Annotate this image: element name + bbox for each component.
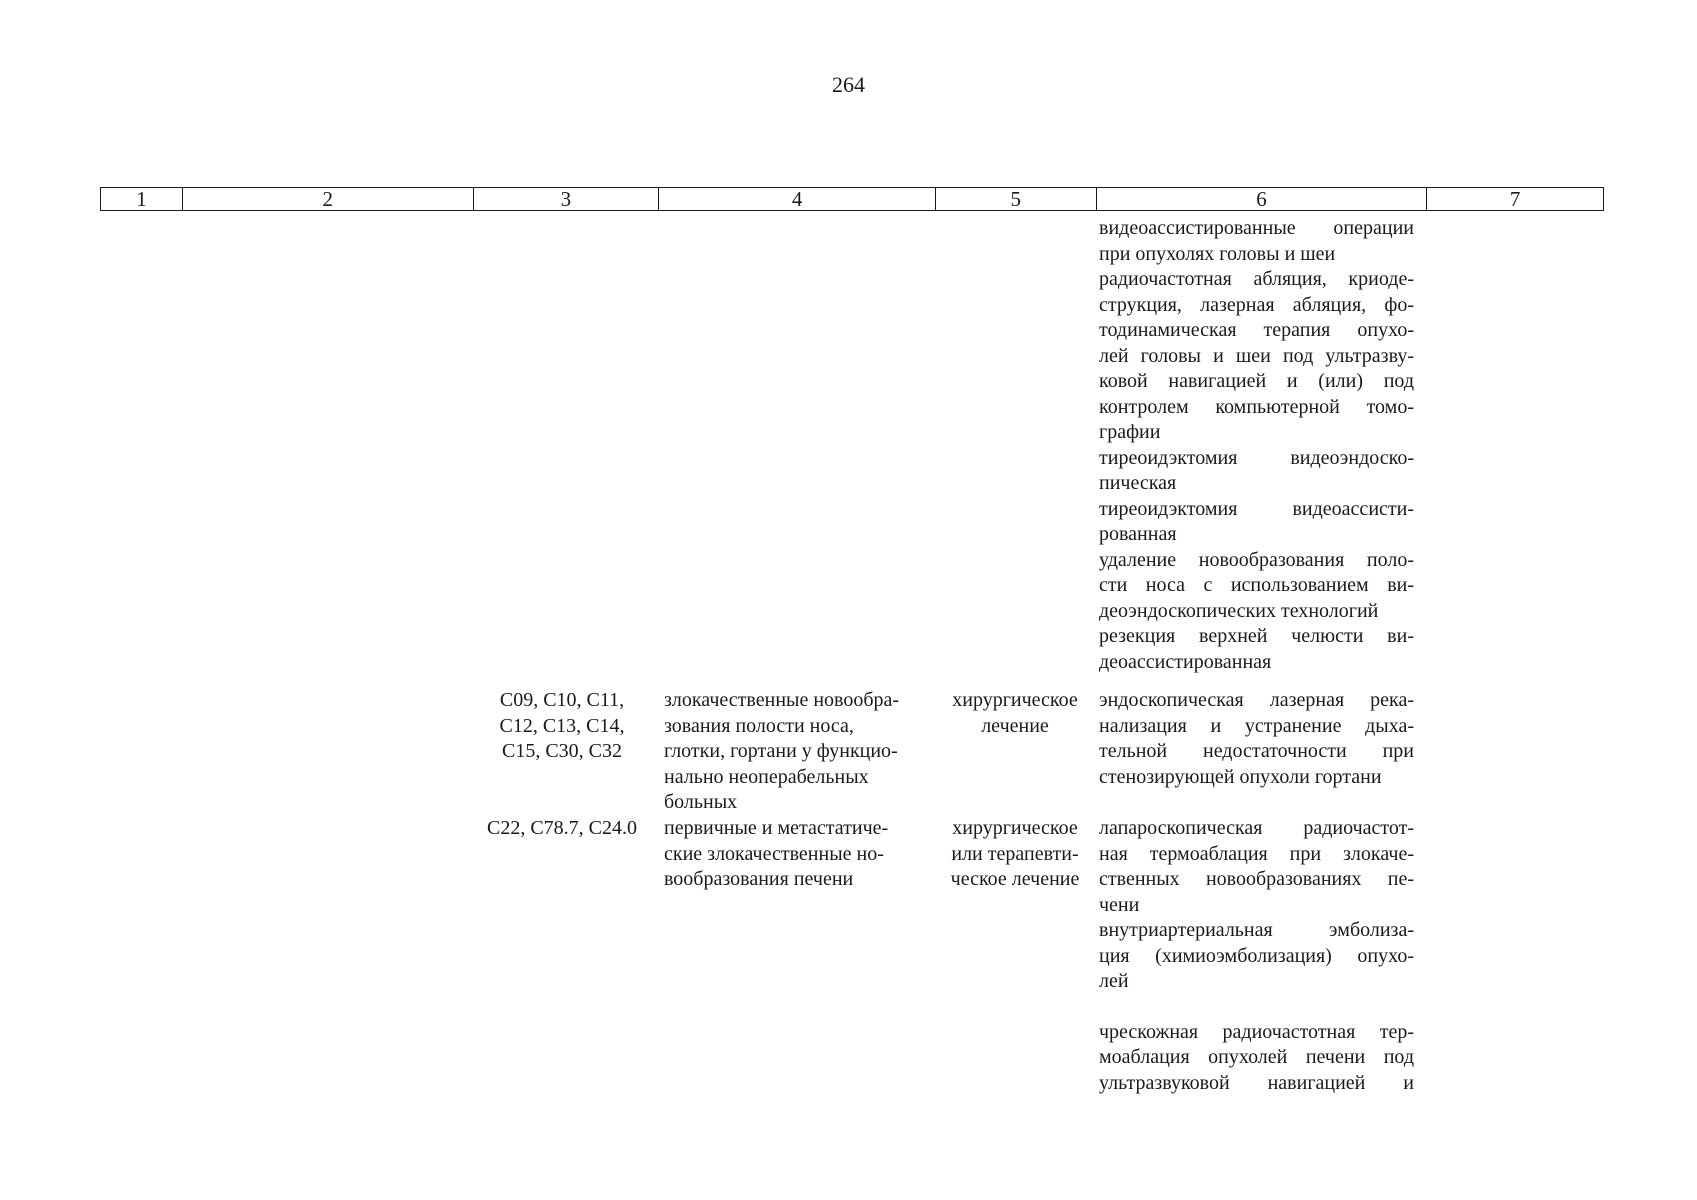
header-cell-1: 1: [101, 188, 183, 210]
procedure-line: тодинамическая терапия опухо-: [1099, 319, 1414, 341]
page-number: 264: [832, 72, 865, 97]
row2-col3-codes: [474, 688, 650, 765]
diagnosis-line: вообразования печени: [664, 868, 854, 890]
diagnosis-line: ские злокачественные но-: [664, 842, 884, 865]
procedure-item: [1099, 816, 1414, 918]
header-cell-2: 2: [183, 188, 474, 210]
code-line: C22, C78.7, C24.0: [486, 817, 638, 839]
treatment-line: лечение: [981, 714, 1049, 737]
procedure-line: пическая: [1099, 472, 1177, 494]
header-cell-4: 4: [659, 188, 936, 210]
header-cell-6: 6: [1097, 188, 1428, 210]
treatment-line: хирургическое: [952, 689, 1078, 711]
row3-col5-treatment: [939, 816, 1091, 893]
diagnosis-line: нально неоперабельных: [664, 765, 869, 788]
row3-col6-procedures: [1099, 816, 1414, 1096]
code-line: C09, C10, C11,: [499, 689, 625, 711]
diagnosis-line: больных: [664, 791, 738, 813]
procedure-item: [1099, 267, 1414, 446]
diagnosis-line: глотки, гортани у функцио-: [664, 740, 898, 762]
procedure-line: ственных новообразованиях пе-: [1099, 868, 1414, 890]
procedure-line: нализация и устранение дыха-: [1099, 714, 1414, 737]
procedure-line: ная термоаблация при злокаче-: [1099, 842, 1414, 865]
procedure-item: [1099, 918, 1414, 995]
procedure-line: моаблация опухолей печени под: [1099, 1046, 1414, 1068]
treatment-line: ческое лечение: [950, 868, 1080, 890]
procedure-line: рованная: [1099, 523, 1177, 545]
procedure-line: ция (химиоэмболизация) опухо-: [1099, 944, 1414, 967]
diagnosis-line: первичные и метастатиче-: [664, 817, 889, 839]
header-cell-7: 7: [1509, 187, 1521, 211]
procedure-line: лей головы и шеи под ультразву-: [1099, 344, 1414, 367]
diagnosis-line: зования полости носа,: [664, 714, 854, 737]
code-line: C12, C13, C14,: [499, 714, 625, 737]
procedure-line: внутриартериальная эмболиза-: [1099, 919, 1414, 941]
procedure-line: радиочастотная абляция, криоде-: [1099, 268, 1414, 290]
row3-col3-codes: [474, 816, 650, 842]
procedure-line: графии: [1099, 421, 1161, 443]
procedure-item: [1099, 624, 1414, 675]
treatment-line: хирургическое: [952, 817, 1078, 839]
procedure-line: контролем компьютерной томо-: [1099, 395, 1414, 418]
code-line: C15, C30, C32: [501, 740, 623, 762]
procedure-line: деоассистированная: [1099, 650, 1272, 673]
procedure-line: лей: [1099, 970, 1129, 992]
procedure-line: ковой навигацией и (или) под: [1099, 370, 1414, 392]
row1-col6-procedures: [1099, 216, 1414, 675]
row2-col5-treatment: [939, 688, 1091, 739]
procedure-item: [1099, 688, 1414, 790]
procedure-line: сти носа с использованием ви-: [1099, 574, 1414, 596]
header-cell-3: 3: [474, 188, 660, 210]
row2-col6-procedures: [1099, 688, 1414, 790]
procedure-line: резекция верхней челюсти ви-: [1099, 625, 1414, 647]
procedure-item: [1099, 216, 1414, 267]
procedure-line: деоэндоскопических технологий: [1099, 599, 1379, 622]
row3-col4-diagnosis: [664, 816, 934, 893]
procedure-line: видеоассистированные операции: [1099, 217, 1414, 239]
procedure-line: эндоскопическая лазерная река-: [1099, 689, 1414, 711]
procedure-line: стенозирующей опухоли гортани: [1099, 765, 1382, 788]
procedure-line: при опухолях головы и шеи: [1099, 242, 1336, 265]
row2-col4-diagnosis: [664, 688, 934, 816]
procedure-item: [1099, 548, 1414, 625]
procedure-line: лапароскопическая радиочастот-: [1099, 817, 1414, 839]
diagnosis-line: злокачественные новообра-: [664, 689, 900, 711]
procedure-line: ультразвуковой навигацией и: [1099, 1071, 1414, 1094]
procedure-line: удаление новообразования поло-: [1099, 548, 1414, 571]
procedure-item: [1099, 1020, 1414, 1097]
procedure-line: струкция, лазерная абляция, фо-: [1099, 293, 1414, 316]
procedure-line: тиреоидэктомия видеоассисти-: [1099, 497, 1414, 520]
procedure-line: чени: [1099, 893, 1140, 916]
table-header-row: [100, 187, 1604, 211]
procedure-line: чрескожная радиочастотная тер-: [1099, 1020, 1414, 1043]
header-cell-5: 5: [936, 188, 1097, 210]
treatment-line: или терапевти-: [951, 842, 1079, 865]
procedure-line: тельной недостаточности при: [1099, 740, 1414, 762]
procedure-item: [1099, 446, 1414, 497]
procedure-item: [1099, 497, 1414, 548]
procedure-line: тиреоидэктомия видеоэндоско-: [1099, 446, 1414, 469]
